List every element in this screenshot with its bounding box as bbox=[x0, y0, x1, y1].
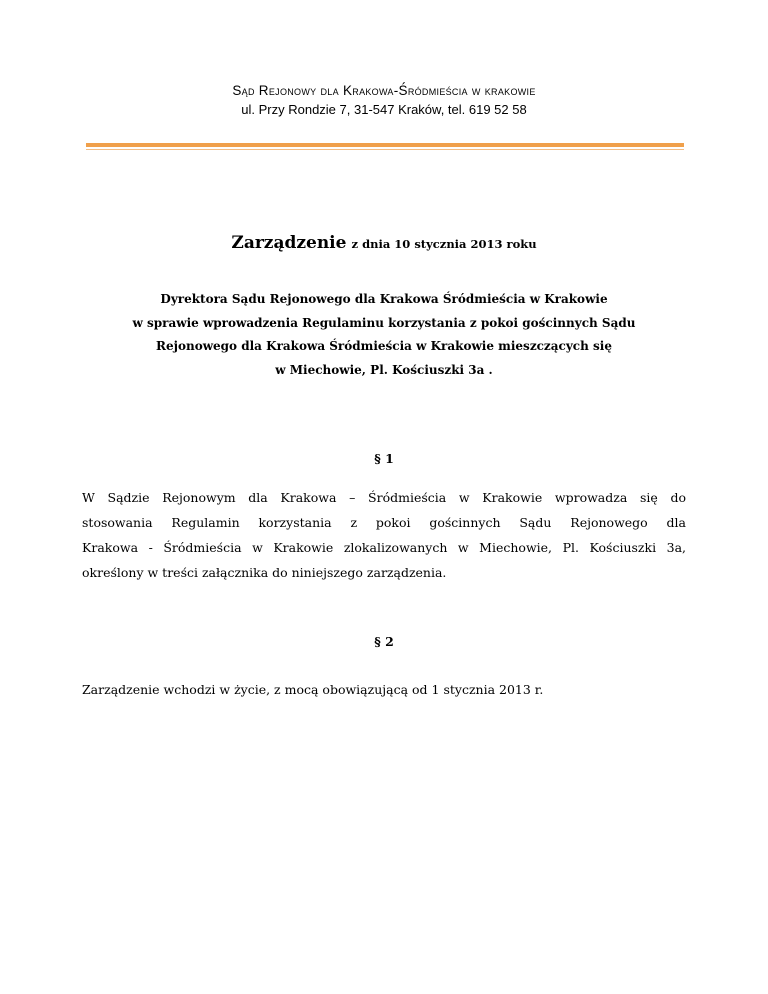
court-address: ul. Przy Rondzie 7, 31-547 Kraków, tel. 619 52 58 bbox=[241, 102, 527, 117]
subject-line: w sprawie wprowadzenia Regulaminu korzystania z pokoi gościnnych Sądu bbox=[132, 315, 636, 330]
title-main: Zarządzenie bbox=[231, 233, 347, 253]
header-divider-thin bbox=[86, 149, 684, 150]
section-1-heading: § 1 bbox=[374, 451, 394, 466]
title-date: z dnia 10 stycznia 2013 roku bbox=[351, 237, 537, 251]
paragraph-line: Zarządzenie wchodzi w życie, z mocą obowiązującą od 1 stycznia 2013 r. bbox=[82, 682, 544, 697]
paragraph-line: stosowania Regulamin korzystania z pokoi gościnnych Sądu Rejonowego dla bbox=[82, 515, 686, 530]
paragraph-line: określony w treści załącznika do niniejszego zarządzenia. bbox=[82, 565, 447, 580]
paragraph-line: W Sądzie Rejonowym dla Krakowa – Śródmieścia w Krakowie wprowadza się do bbox=[82, 490, 686, 505]
court-name: Sąd Rejonowy dla Krakowa-Śródmieścia w krakowie bbox=[232, 83, 536, 98]
section-1-body bbox=[82, 485, 686, 585]
subject-line: Rejonowego dla Krakowa Śródmieścia w Krakowie mieszczących się bbox=[156, 339, 612, 353]
paragraph-line: Krakowa - Śródmieścia w Krakowie zlokalizowanych w Miechowie, Pl. Kościuszki 3a, bbox=[82, 540, 686, 555]
document-subject bbox=[0, 288, 768, 382]
section-2-body bbox=[82, 677, 686, 702]
document-title bbox=[0, 233, 768, 253]
section-2-heading: § 2 bbox=[374, 634, 394, 649]
subject-line: w Miechowie, Pl. Kościuszki 3a . bbox=[275, 362, 493, 377]
subject-line: Dyrektora Sądu Rejonowego dla Krakowa Śródmieścia w Krakowie bbox=[160, 292, 608, 306]
header-divider bbox=[86, 143, 684, 147]
